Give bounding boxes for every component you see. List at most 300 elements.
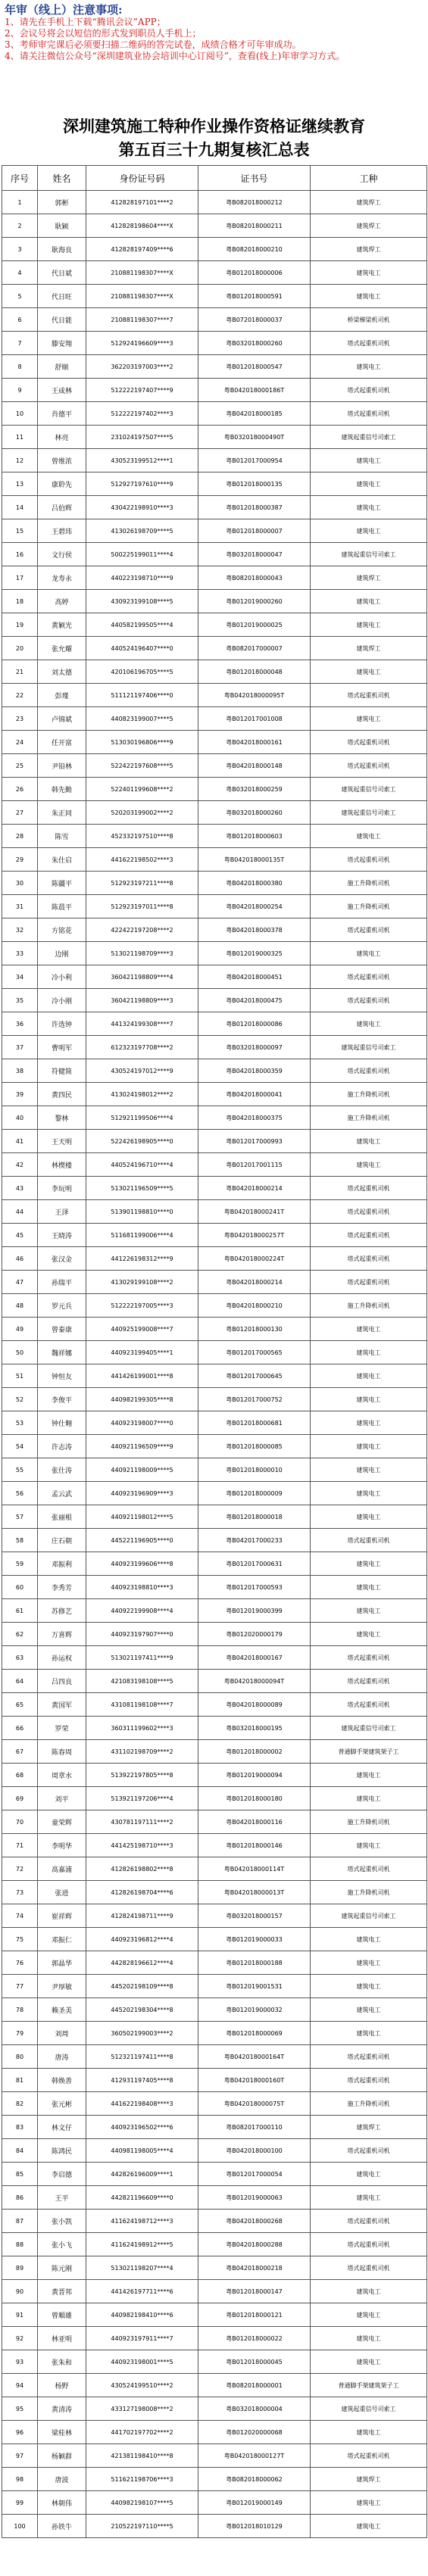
cell-job-type: 建筑焊工 <box>311 2116 427 2139</box>
cell-certificate: 粤B042018000214 <box>198 1177 311 1200</box>
table-row <box>2 1998 427 2022</box>
cell-name: 陈春周 <box>38 1740 86 1764</box>
cell-job-type: 建筑焊工 <box>311 214 427 238</box>
cell-job-type: 建筑电工 <box>311 2491 427 2515</box>
cell-id-number: 210881198307****X <box>86 285 198 308</box>
cell-name: 张允耀 <box>38 637 86 660</box>
cell-certificate: 粤B012019001531 <box>198 1975 311 1998</box>
table-row <box>2 2468 427 2491</box>
cell-id-number: 512923197011****8 <box>86 895 198 918</box>
cell-id-number: 431102198709****2 <box>86 1740 198 1764</box>
cell-index: 91 <box>2 2303 38 2327</box>
cell-id-number: 440982198107****5 <box>86 2491 198 2515</box>
cell-certificate: 粤B012018000146 <box>198 1834 311 1857</box>
cell-name: 陈晨平 <box>38 895 86 918</box>
cell-job-type: 塔式起重机司机 <box>311 848 427 872</box>
table-row <box>2 848 427 872</box>
cell-certificate: 粤B032018000490T <box>198 426 311 449</box>
cell-id-number: 441226198312****9 <box>86 1247 198 1271</box>
table-row <box>2 238 427 261</box>
table-row <box>2 2397 427 2421</box>
cell-id-number: 513901198810****0 <box>86 1200 198 1224</box>
cell-certificate: 粤B012018000002 <box>198 1740 311 1764</box>
cell-index: 34 <box>2 965 38 989</box>
cell-certificate: 粤B032018000260 <box>198 332 311 355</box>
cell-name: 林楔楼 <box>38 1153 86 1177</box>
table-row <box>2 1599 427 1623</box>
cell-certificate: 粤B042018000254 <box>198 895 311 918</box>
table-row <box>2 942 427 965</box>
cell-name: 冷小刚 <box>38 989 86 1012</box>
cell-name: 崔祥辉 <box>38 1904 86 1928</box>
table-row <box>2 1834 427 1857</box>
table-row <box>2 872 427 895</box>
cell-id-number: 440524196710****4 <box>86 1153 198 1177</box>
cell-name: 林亚明 <box>38 2327 86 2350</box>
cell-certificate: 粤B012019000094 <box>198 1764 311 1787</box>
table-row <box>2 1247 427 1271</box>
table-row <box>2 426 427 449</box>
cell-certificate: 粤B042018000148 <box>198 754 311 778</box>
cell-job-type: 施工升降机司机 <box>311 1083 427 1106</box>
cell-name: 钟仕翱 <box>38 1411 86 1435</box>
cell-name: 庄石朝 <box>38 1529 86 1552</box>
cell-certificate: 粤B042018000380 <box>198 872 311 895</box>
col-header-id-number: 身份证号码 <box>86 166 198 191</box>
cell-id-number: 452332197510****8 <box>86 825 198 848</box>
cell-job-type: 建筑电工 <box>311 707 427 731</box>
cell-job-type: 建筑电工 <box>311 660 427 684</box>
cell-id-number: 360311199602****3 <box>86 1717 198 1740</box>
cell-name: 高嘉浦 <box>38 1857 86 1881</box>
cell-index: 19 <box>2 613 38 637</box>
cell-id-number: 412824198711****9 <box>86 1904 198 1928</box>
cell-job-type: 塔式起重机司机 <box>311 2139 427 2163</box>
cell-index: 24 <box>2 731 38 754</box>
cell-job-type: 施工升降机司机 <box>311 1106 427 1130</box>
table-row <box>2 965 427 989</box>
cell-name: 钟恒友 <box>38 1364 86 1388</box>
cell-index: 90 <box>2 2280 38 2303</box>
cell-job-type: 建筑电工 <box>311 2186 427 2210</box>
cell-certificate: 粤B042018000135T <box>198 848 311 872</box>
cell-certificate: 粤B032018000259 <box>198 778 311 801</box>
cell-job-type: 建筑焊工 <box>311 238 427 261</box>
cell-id-number: 440923197911****7 <box>86 2327 198 2350</box>
cell-certificate: 粤B042018000075T <box>198 2092 311 2116</box>
cell-name: 黄清涛 <box>38 2397 86 2421</box>
cell-certificate: 粤B012018000603 <box>198 825 311 848</box>
table-row <box>2 1411 427 1435</box>
cell-name: 刘平 <box>38 1787 86 1810</box>
table-row <box>2 355 427 379</box>
cell-index: 88 <box>2 2233 38 2256</box>
table-row <box>2 2186 427 2210</box>
cell-index: 80 <box>2 2045 38 2069</box>
table-row <box>2 449 427 472</box>
cell-index: 92 <box>2 2327 38 2350</box>
table-row <box>2 2069 427 2092</box>
cell-id-number: 210881198307****X <box>86 261 198 285</box>
cell-id-number: 412826198704****6 <box>86 1881 198 1904</box>
col-header-job-type: 工种 <box>311 166 427 191</box>
cell-id-number: 440923199405****1 <box>86 1341 198 1364</box>
cell-id-number: 412828197101****2 <box>86 191 198 214</box>
footer-spacer <box>0 2571 428 2576</box>
cell-name: 代日斌 <box>38 261 86 285</box>
cell-certificate: 粤B012018000048 <box>198 660 311 684</box>
cell-id-number: 440923196502****6 <box>86 2116 198 2139</box>
cell-name: 王碧玮 <box>38 519 86 543</box>
cell-name: 许志涛 <box>38 1435 86 1458</box>
cell-id-number: 513921197206****4 <box>86 1787 198 1810</box>
cell-name: 张元彬 <box>38 2092 86 2116</box>
cell-certificate: 粤B042017000233 <box>198 1529 311 1552</box>
cell-certificate: 粤B012018000180 <box>198 1787 311 1810</box>
cell-certificate: 粤B082018000062 <box>198 2468 311 2491</box>
cell-job-type: 施工升降机司机 <box>311 872 427 895</box>
cell-index: 36 <box>2 1012 38 1036</box>
cell-certificate: 粤B012018000006 <box>198 261 311 285</box>
cell-job-type: 建筑电工 <box>311 1623 427 1646</box>
cell-id-number: 442828196612****4 <box>86 1951 198 1975</box>
cell-certificate: 粤B012018000591 <box>198 285 311 308</box>
table-row <box>2 1623 427 1646</box>
cell-id-number: 440982199305****8 <box>86 1388 198 1411</box>
cell-id-number: 512923197211****8 <box>86 872 198 895</box>
cell-certificate: 粤B012018000045 <box>198 2350 311 2374</box>
cell-name: 高婷 <box>38 590 86 613</box>
cell-job-type: 普通脚手架建筑架子工 <box>311 2374 427 2397</box>
cell-name: 王天明 <box>38 1130 86 1153</box>
cell-index: 3 <box>2 238 38 261</box>
table-row <box>2 1435 427 1458</box>
cell-job-type: 塔式起重机司机 <box>311 918 427 942</box>
cell-job-type: 建筑电工 <box>311 1482 427 1505</box>
cell-certificate: 粤B012018000188 <box>198 1951 311 1975</box>
cell-certificate: 粤B042018000041 <box>198 1083 311 1106</box>
cell-job-type: 建筑电工 <box>311 2515 427 2538</box>
cell-id-number: 500225199011****4 <box>86 543 198 566</box>
cell-certificate: 粤B032018000157 <box>198 1904 311 1928</box>
cell-job-type: 建筑电工 <box>311 1318 427 1341</box>
table-row <box>2 2210 427 2233</box>
cell-index: 9 <box>2 379 38 402</box>
table-row <box>2 379 427 402</box>
cell-job-type: 塔式起重机司机 <box>311 965 427 989</box>
cell-id-number: 440922199908****4 <box>86 1599 198 1623</box>
table-row <box>2 2374 427 2397</box>
cell-name: 梁桂林 <box>38 2421 86 2444</box>
table-row <box>2 1576 427 1599</box>
cell-name: 黄国军 <box>38 1693 86 1717</box>
cell-certificate: 粤B042018000378 <box>198 918 311 942</box>
cell-job-type: 塔式起重机司机 <box>311 2069 427 2092</box>
cell-index: 99 <box>2 2491 38 2515</box>
cell-id-number: 362203197003****2 <box>86 355 198 379</box>
cell-name: 张小凯 <box>38 2210 86 2233</box>
cell-job-type: 建筑电工 <box>311 1998 427 2022</box>
cell-certificate: 粤B042018000095T <box>198 684 311 707</box>
cell-index: 4 <box>2 261 38 285</box>
cell-name: 冷小利 <box>38 965 86 989</box>
cell-name: 赖圣美 <box>38 1998 86 2022</box>
cell-job-type: 塔式起重机司机 <box>311 332 427 355</box>
cell-job-type: 建筑电工 <box>311 1576 427 1599</box>
cell-index: 74 <box>2 1904 38 1928</box>
cell-name: 尹厚敏 <box>38 1975 86 1998</box>
cell-id-number: 440524196407****0 <box>86 637 198 660</box>
cell-id-number: 522401199608****2 <box>86 778 198 801</box>
table-row <box>2 1083 427 1106</box>
cell-certificate: 粤B012018000547 <box>198 355 311 379</box>
cell-name: 王平 <box>38 2186 86 2210</box>
cell-certificate: 粤B012017001115 <box>198 1153 311 1177</box>
cell-certificate: 粤B042018000164T <box>198 2045 311 2069</box>
cell-id-number: 440823199007****5 <box>86 707 198 731</box>
cell-id-number: 440981198005****4 <box>86 2139 198 2163</box>
table-row <box>2 308 427 332</box>
cell-job-type: 建筑电工 <box>311 1012 427 1036</box>
cell-job-type: 塔式起重机司机 <box>311 1224 427 1247</box>
cell-certificate: 粤B012017000752 <box>198 1388 311 1411</box>
table-row <box>2 1740 427 1764</box>
cell-id-number: 442821196609****0 <box>86 2186 198 2210</box>
cell-job-type: 塔式起重机司机 <box>311 2210 427 2233</box>
cell-certificate: 粤B012018000147 <box>198 2280 311 2303</box>
table-row <box>2 1224 427 1247</box>
cell-name: 朱正同 <box>38 801 86 825</box>
table-row <box>2 918 427 942</box>
cell-index: 78 <box>2 1998 38 2022</box>
cell-name: 李秀芳 <box>38 1576 86 1599</box>
cell-name: 张仕涛 <box>38 1458 86 1482</box>
cell-job-type: 建筑电工 <box>311 472 427 496</box>
table-row <box>2 1177 427 1200</box>
cell-id-number: 411624198712****3 <box>86 2210 198 2233</box>
cell-job-type: 塔式起重机司机 <box>311 731 427 754</box>
cell-job-type: 塔式起重机司机 <box>311 1857 427 1881</box>
cell-index: 85 <box>2 2163 38 2186</box>
cell-index: 1 <box>2 191 38 214</box>
cell-job-type: 塔式起重机司机 <box>311 989 427 1012</box>
table-row <box>2 2491 427 2515</box>
cell-index: 95 <box>2 2397 38 2421</box>
table-row <box>2 1670 427 1693</box>
cell-index: 18 <box>2 590 38 613</box>
table-row <box>2 214 427 238</box>
cell-name: 韩焕善 <box>38 2069 86 2092</box>
table-row <box>2 261 427 285</box>
cell-certificate: 粤B032018000097 <box>198 1036 311 1059</box>
cell-id-number: 512222197005****3 <box>86 1294 198 1318</box>
cell-id-number: 441426197711****6 <box>86 2280 198 2303</box>
cell-job-type: 桥梁梯梁机司机 <box>311 308 427 332</box>
cell-index: 47 <box>2 1271 38 1294</box>
cell-index: 20 <box>2 637 38 660</box>
cell-id-number: 440921196509****9 <box>86 1435 198 1458</box>
cell-id-number: 440923198810****3 <box>86 1576 198 1599</box>
cell-certificate: 粤B042018000160T <box>198 2069 311 2092</box>
cell-id-number: 422422197208****2 <box>86 918 198 942</box>
cell-index: 40 <box>2 1106 38 1130</box>
cell-job-type: 建筑电工 <box>311 355 427 379</box>
table-row <box>2 1200 427 1224</box>
cell-name: 刘太德 <box>38 660 86 684</box>
cell-index: 96 <box>2 2421 38 2444</box>
cell-id-number: 411624198912****5 <box>86 2233 198 2256</box>
cell-index: 23 <box>2 707 38 731</box>
cell-index: 16 <box>2 543 38 566</box>
table-row <box>2 2515 427 2538</box>
table-row <box>2 1294 427 1318</box>
cell-index: 70 <box>2 1810 38 1834</box>
cell-certificate: 粤B042018000186T <box>198 379 311 402</box>
cell-name: 李俊平 <box>38 1388 86 1411</box>
cell-certificate: 粤B042018000116 <box>198 1810 311 1834</box>
cell-index: 8 <box>2 355 38 379</box>
cell-job-type: 施工升降机司机 <box>311 895 427 918</box>
cell-name: 苏修艺 <box>38 1599 86 1623</box>
cell-index: 98 <box>2 2468 38 2491</box>
cell-id-number: 430923199108****5 <box>86 590 198 613</box>
cell-id-number: 413026198709****5 <box>86 519 198 543</box>
cell-job-type: 建筑起重信号司索工 <box>311 1904 427 1928</box>
table-row <box>2 1153 427 1177</box>
cell-id-number: 430524199510****2 <box>86 2374 198 2397</box>
cell-name: 魏祥娜 <box>38 1341 86 1364</box>
cell-id-number: 513030196806****9 <box>86 731 198 754</box>
cell-index: 83 <box>2 2116 38 2139</box>
cell-job-type: 建筑电工 <box>311 1130 427 1153</box>
cell-id-number: 512924196609****3 <box>86 332 198 355</box>
cell-certificate: 粤B042018000013T <box>198 1881 311 1904</box>
table-row <box>2 1810 427 1834</box>
cell-id-number: 421381198410****8 <box>86 2444 198 2468</box>
cell-index: 93 <box>2 2350 38 2374</box>
cell-name: 陈疆平 <box>38 872 86 895</box>
cell-id-number: 520203199002****2 <box>86 801 198 825</box>
cell-id-number: 421083198108****5 <box>86 1670 198 1693</box>
cell-index: 50 <box>2 1341 38 1364</box>
cell-certificate: 粤B042018000475 <box>198 989 311 1012</box>
cell-certificate: 粤B012018000121 <box>198 2303 311 2327</box>
table-row <box>2 825 427 848</box>
cell-job-type: 建筑起重信号司索工 <box>311 778 427 801</box>
cell-name: 李明华 <box>38 1834 86 1857</box>
cell-job-type: 塔式起重机司机 <box>311 1271 427 1294</box>
cell-id-number: 512927197610****9 <box>86 472 198 496</box>
table-row <box>2 801 427 825</box>
table-row <box>2 2045 427 2069</box>
cell-name: 罗元兵 <box>38 1294 86 1318</box>
table-row <box>2 2444 427 2468</box>
cell-name: 童荣辉 <box>38 1810 86 1834</box>
cell-name: 黎林 <box>38 1106 86 1130</box>
cell-job-type: 施工升降机司机 <box>311 1881 427 1904</box>
cell-certificate: 粤B012018000086 <box>198 1012 311 1036</box>
cell-certificate: 粤B012017000631 <box>198 1552 311 1576</box>
cell-job-type: 建筑电工 <box>311 942 427 965</box>
cell-name: 刘周 <box>38 2022 86 2045</box>
cell-index: 10 <box>2 402 38 426</box>
table-row <box>2 1318 427 1341</box>
cell-name: 周章水 <box>38 1764 86 1787</box>
table-row <box>2 2303 427 2327</box>
cell-index: 46 <box>2 1247 38 1271</box>
cell-certificate: 粤B012017000593 <box>198 1576 311 1599</box>
cell-id-number: 231024197507****5 <box>86 426 198 449</box>
cell-index: 45 <box>2 1224 38 1247</box>
cell-name: 陈元刚 <box>38 2256 86 2280</box>
cell-job-type: 建筑起重信号司索工 <box>311 1036 427 1059</box>
cell-certificate: 粤B012018000387 <box>198 496 311 519</box>
cell-job-type: 塔式起重机司机 <box>311 2045 427 2069</box>
cell-index: 53 <box>2 1411 38 1435</box>
col-header-certificate: 证书号 <box>198 166 311 191</box>
cell-certificate: 粤B012018000022 <box>198 2327 311 2350</box>
cell-id-number: 440923196812****4 <box>86 1928 198 1951</box>
cell-name: 吕伯辉 <box>38 496 86 519</box>
cell-certificate: 粤B032018000195 <box>198 1717 311 1740</box>
table-row <box>2 1388 427 1411</box>
table-row <box>2 1106 427 1130</box>
cell-certificate: 粤B042018000100 <box>198 2139 311 2163</box>
cell-id-number: 513922197805****8 <box>86 1764 198 1787</box>
cell-index: 61 <box>2 1599 38 1623</box>
cell-index: 87 <box>2 2210 38 2233</box>
cell-job-type: 建筑焊工 <box>311 637 427 660</box>
notice-line-1: 1、请先在手机上下载“腾讯会议”APP； <box>5 17 166 27</box>
cell-job-type: 塔式起重机司机 <box>311 754 427 778</box>
cell-id-number: 440923198007****0 <box>86 1411 198 1435</box>
cell-name: 滕安翔 <box>38 332 86 355</box>
cell-certificate: 粤B082018000001 <box>198 2374 311 2397</box>
notice-line-4: 4、请关注微信公众号“深圳建筑业协会培训中心订阅号”，查看(线上)年审学习方式。 <box>5 51 345 61</box>
cell-job-type: 建筑焊工 <box>311 566 427 590</box>
cell-name: 罗荣 <box>38 1717 86 1740</box>
cell-name: 林朝伟 <box>38 2491 86 2515</box>
cell-id-number: 440923196909****3 <box>86 1482 198 1505</box>
cell-index: 81 <box>2 2069 38 2092</box>
cell-name: 方铭花 <box>38 918 86 942</box>
table-row <box>2 613 427 637</box>
cell-index: 65 <box>2 1693 38 1717</box>
cell-certificate: 粤B012019000033 <box>198 1928 311 1951</box>
cell-id-number: 513021196509****5 <box>86 1177 198 1200</box>
cell-index: 35 <box>2 989 38 1012</box>
cell-index: 7 <box>2 332 38 355</box>
cell-certificate: 粤B042018000127T <box>198 2444 311 2468</box>
table-row <box>2 332 427 355</box>
cell-job-type: 建筑电工 <box>311 1552 427 1576</box>
cell-job-type: 建筑电工 <box>311 1951 427 1975</box>
cell-id-number: 441702197702****2 <box>86 2421 198 2444</box>
cell-index: 21 <box>2 660 38 684</box>
cell-id-number: 440921198009****5 <box>86 1458 198 1482</box>
cell-name: 文行侯 <box>38 543 86 566</box>
cell-certificate: 粤B012018000069 <box>198 2022 311 2045</box>
cell-job-type: 建筑焊工 <box>311 191 427 214</box>
cell-index: 67 <box>2 1740 38 1764</box>
table-row <box>2 2092 427 2116</box>
cell-certificate: 粤B082017000110 <box>198 2116 311 2139</box>
table-row <box>2 1857 427 1881</box>
table-row <box>2 2139 427 2163</box>
table-row <box>2 1552 427 1576</box>
cell-job-type: 塔式起重机司机 <box>311 1059 427 1083</box>
cell-job-type: 塔式起重机司机 <box>311 684 427 707</box>
